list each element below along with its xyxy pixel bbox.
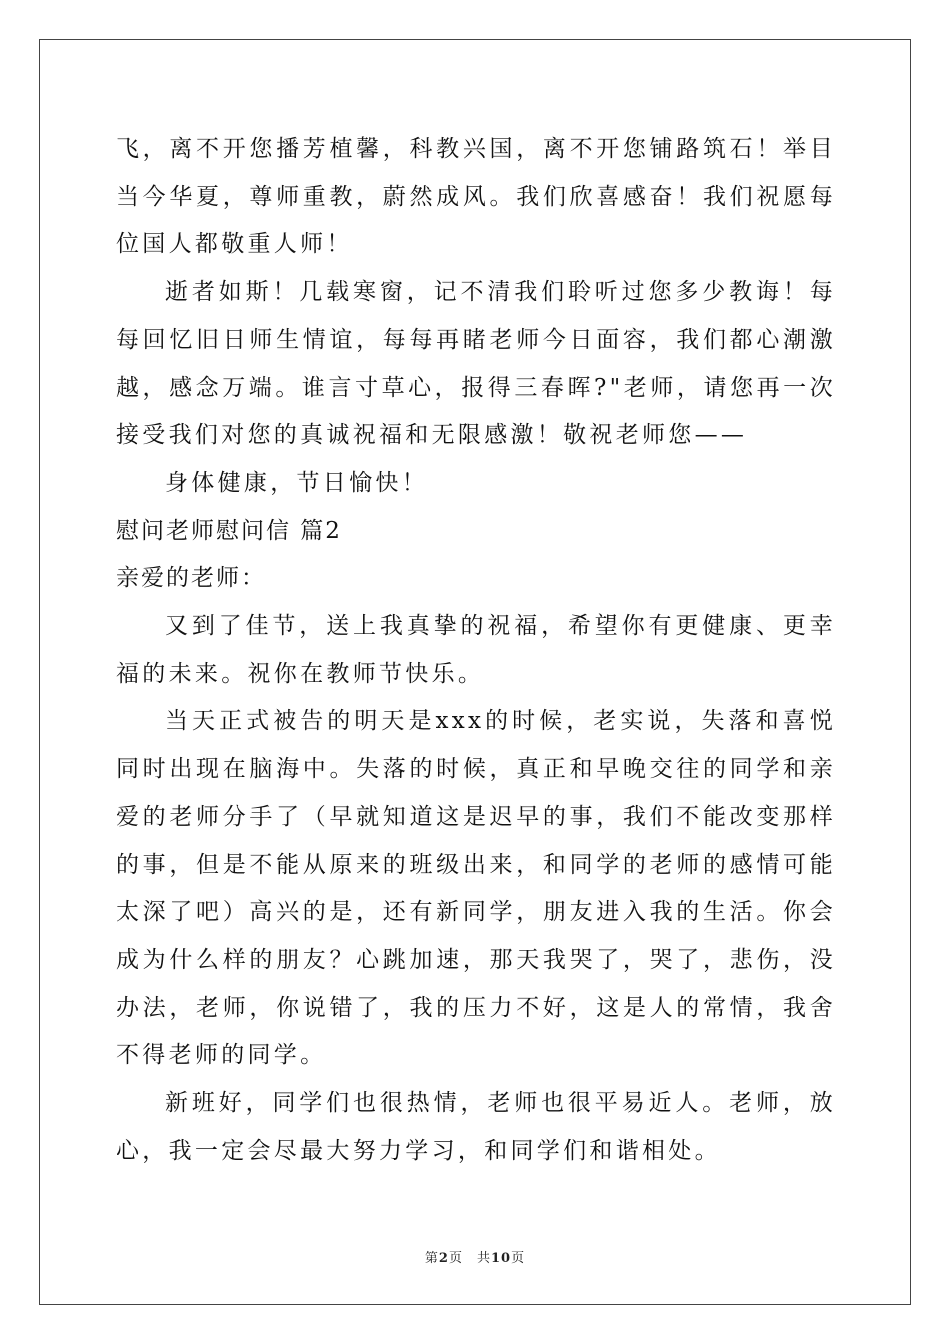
paragraph: 新班好，同学们也很热情，老师也很平易近人。老师，放心，我一定会尽最大努力学习，和同学们和谐相处。	[116, 1090, 836, 1164]
page-suffix: 页	[448, 1251, 463, 1266]
paragraph: 当天正式被告的明天是xxx的时候，老实说，失落和喜悦同时出现在脑海中。失落的时候，真正和早晚交往的同学和亲爱的老师分手了（早就知道这是迟早的事，我们不能改变那样的事，但是不能从原来的班级出来，和同学的老师的感情可能太深了吧）高兴的是，还有新同学，朋友进入我的生活。你会成为什么样的朋友？心跳加速，那天我哭了，哭了，悲伤，没办法，老师，你说错了，我的压力不好，这是人的常情，我舍不得老师的同学。	[116, 708, 836, 1069]
paragraph: 身体健康，节日愉快！	[165, 469, 428, 496]
section-title: 慰问老师慰问信 篇2	[116, 517, 342, 544]
total-suffix: 页	[511, 1251, 526, 1266]
page-prefix: 第	[424, 1251, 439, 1266]
paragraph: 逝者如斯！几载寒窗，记不清我们聆听过您多少教诲！每每回忆旧日师生情谊，每每再睹老师今日面容，我们都心潮激越，感念万端。谁言寸草心，报得三春晖?"老师，请您再一次接受我们对您的真诚祝福和无限感激！敬祝老师您——	[116, 279, 836, 449]
total-prefix: 共	[476, 1251, 491, 1266]
salutation: 亲爱的老师：	[116, 565, 266, 592]
document-body	[116, 126, 836, 1175]
paragraph: 飞，离不开您播芳植馨，科教兴国，离不开您铺路筑石！举目当今华夏，尊师重教，蔚然成风。我们欣喜感奋！我们祝愿每位国人都敬重人师！	[116, 136, 836, 258]
total-pages: 10	[490, 1251, 512, 1266]
paragraph: 又到了佳节，送上我真挚的祝福，希望你有更健康、更幸福的未来。祝你在教师节快乐。	[116, 613, 836, 687]
page-number: 2	[438, 1251, 449, 1266]
page-footer	[0, 1247, 950, 1266]
